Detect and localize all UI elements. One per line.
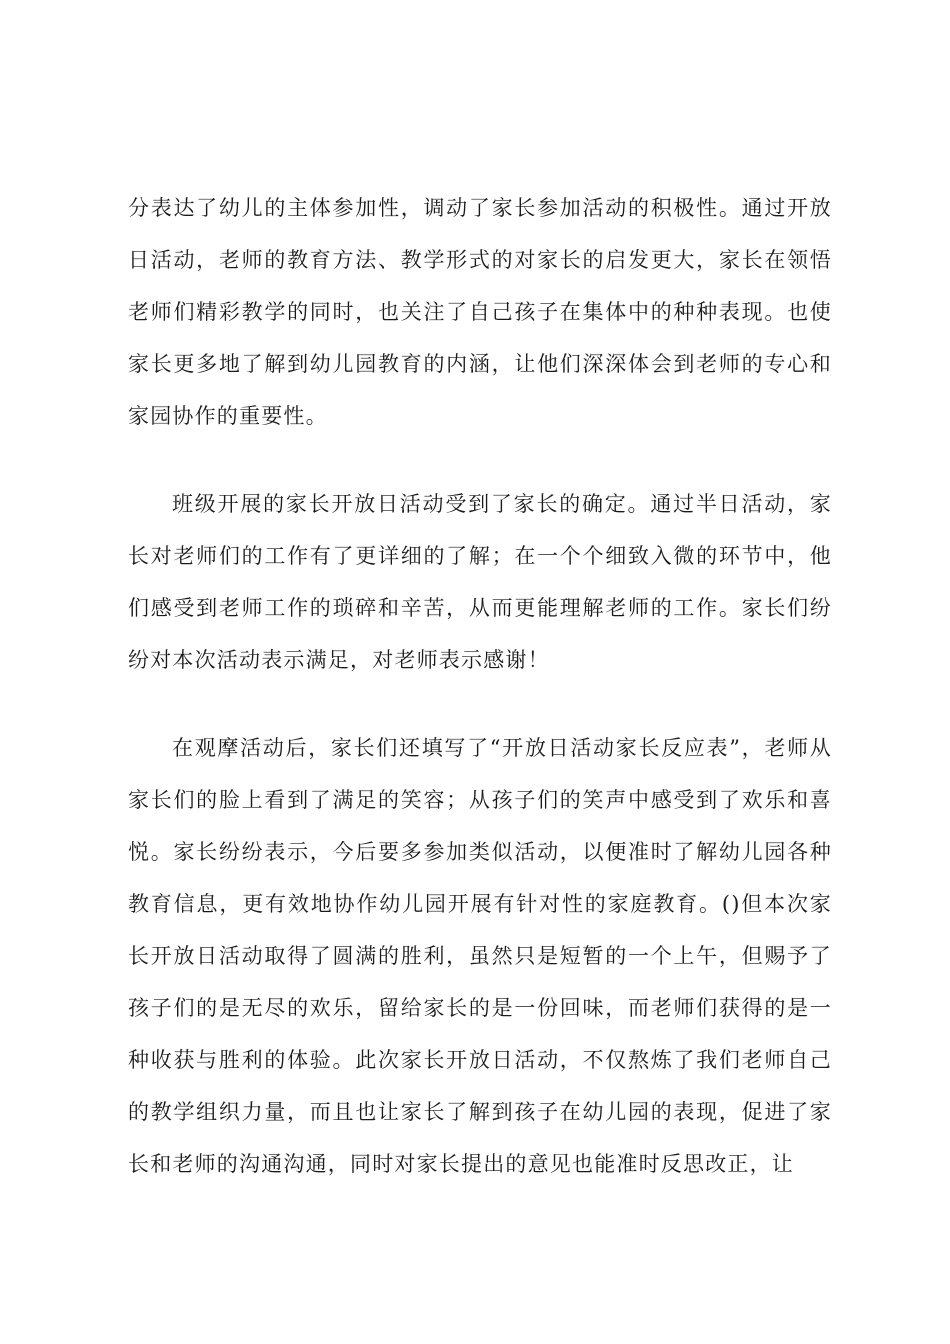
paragraph-1: 分表达了幼儿的主体参加性，调动了家长参加活动的积极性。通过开放日活动，老师的教育方法、教学形式的对家长的启发更大，家长在领悟老师们精彩教学的同时，也关注了自己孩子在集体中的种种表现。也使家长更多地了解到幼儿园教育的内涵，让他们深深体会到老师的专心和家园协作的重要性。 <box>128 196 832 428</box>
paragraph-2: 班级开展的家长开放日活动受到了家长的确定。通过半日活动，家长对老师们的工作有了更详细的了解；在一个个细致入微的环节中，他们感受到老师工作的琐碎和辛苦，从而更能理解老师的工作。家长们纷纷对本次活动表示满足，对老师表示感谢！ <box>128 492 832 672</box>
paragraph-3: 在观摩活动后，家长们还填写了“开放日活动家长反应表”，老师从家长们的脸上看到了满足的笑容；从孩子们的笑声中感受到了欢乐和喜悦。家长纷纷表示，今后要多参加类似活动，以便准时了解幼儿园各种教育信息，更有效地协作幼儿园开展有针对性的家庭教育。()但本次家长开放日活动取得了圆满的胜利，虽然只是短暂的一个上午，但赐予了孩子们的是无尽的欢乐，留给家长的是一份回味，而老师们获得的是一种收获与胜利的体验。此次家长开放日活动，不仅熬炼了我们老师自己的教学组织力量，而且也让家长了解到孩子在幼儿园的表现，促进了家长和老师的沟通沟通，同时对家长提出的意见也能准时反思改正，让 <box>128 736 832 1176</box>
